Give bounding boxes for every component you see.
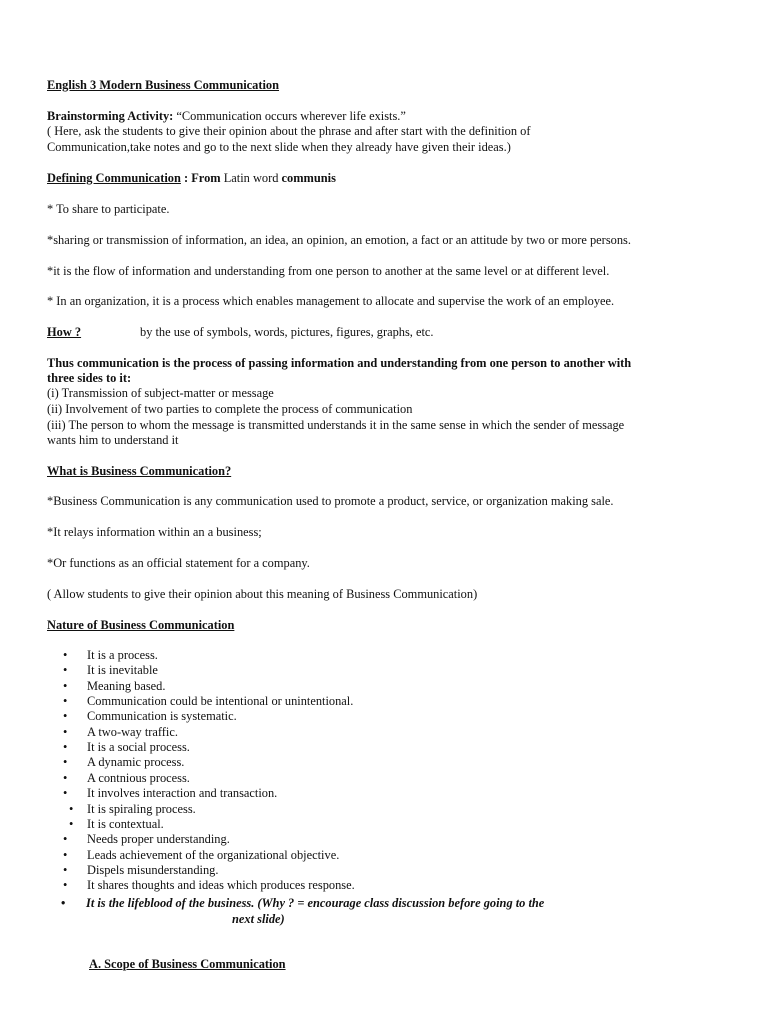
defining-from: : From <box>180 171 221 185</box>
nature-list-item: Meaning based. <box>87 679 166 693</box>
list-bullet: • <box>69 817 74 831</box>
how-text: by the use of symbols, words, pictures, figures, graphs, etc. <box>140 325 434 339</box>
document-title: English 3 Modern Business Communication <box>47 78 280 92</box>
brainstorm-instruction-1: ( Here, ask the students to give their opinion about the phrase and after start with the definition of <box>47 124 531 138</box>
defining-heading: Defining Communication <box>47 171 181 185</box>
defining-latin: Latin word <box>220 171 282 185</box>
nature-list-item: Dispels misunderstanding. <box>87 863 219 877</box>
scope-heading: A. Scope of Business Communication <box>89 957 286 971</box>
side-ii: (ii) Involvement of two parties to complete the process of communication <box>47 402 413 416</box>
nature-list-item: It is a social process. <box>87 740 190 754</box>
list-bullet: • <box>63 663 68 677</box>
list-bullet: • <box>63 848 68 862</box>
nature-list-item: It is spiraling process. <box>87 802 196 816</box>
nature-list-item: Communication could be intentional or unintentional. <box>87 694 354 708</box>
nature-list-item: It is a process. <box>87 648 158 662</box>
defining-heading-line <box>47 171 336 186</box>
definition-point-2: *sharing or transmission of information, an idea, an opinion, an emotion, a fact or an attitude by two or more persons. <box>47 233 631 247</box>
side-iii-line-2: wants him to understand it <box>47 433 179 447</box>
defining-word: communis <box>281 171 336 185</box>
list-bullet: • <box>61 896 66 910</box>
nature-list-item: Communication is systematic. <box>87 709 237 723</box>
definition-point-3: *it is the flow of information and understanding from one person to another at the same level or at different level. <box>47 264 610 278</box>
brainstorm-quote: “Communication occurs wherever life exists.” <box>173 109 406 123</box>
list-bullet: • <box>69 802 74 816</box>
definition-point-1: * To share to participate. <box>47 202 170 216</box>
how-line <box>47 325 81 340</box>
brainstorm-line <box>47 109 406 124</box>
nature-list-item: Leads achievement of the organizational objective. <box>87 848 340 862</box>
list-bullet: • <box>63 786 68 800</box>
list-bullet: • <box>63 771 68 785</box>
thus-line-1: Thus communication is the process of passing information and understanding from one person to another with <box>47 356 632 370</box>
nature-list-item: It shares thoughts and ideas which produces response. <box>87 878 355 892</box>
list-bullet: • <box>63 878 68 892</box>
list-bullet: • <box>63 832 68 846</box>
nature-list-item: A contnious process. <box>87 771 190 785</box>
how-label: How ? <box>47 325 82 339</box>
list-bullet: • <box>63 863 68 877</box>
side-i: (i) Transmission of subject-matter or message <box>47 386 274 400</box>
list-bullet: • <box>63 725 68 739</box>
business-point-3: *Or functions as an official statement for a company. <box>47 556 310 570</box>
nature-list-item: A two-way traffic. <box>87 725 178 739</box>
thus-line-2: three sides to it: <box>47 371 132 385</box>
lifeblood-line-2: next slide) <box>232 912 285 926</box>
list-bullet: • <box>63 740 68 754</box>
list-bullet: • <box>63 679 68 693</box>
business-point-4: ( Allow students to give their opinion about this meaning of Business Communication) <box>47 587 478 601</box>
list-bullet: • <box>63 755 68 769</box>
side-iii-line-1: (iii) The person to whom the message is transmitted understands it in the same sense in which the sender of message <box>47 418 625 432</box>
nature-list-item: It involves interaction and transaction. <box>87 786 278 800</box>
nature-list-item: It is contextual. <box>87 817 164 831</box>
business-point-1: *Business Communication is any communication used to promote a product, service, or organization making sale. <box>47 494 614 508</box>
brainstorm-instruction-2: Communication,take notes and go to the next slide when they already have given their ideas.) <box>47 140 511 154</box>
nature-list-item: It is inevitable <box>87 663 158 677</box>
list-bullet: • <box>63 709 68 723</box>
nature-list-item: Needs proper understanding. <box>87 832 230 846</box>
nature-list-item: A dynamic process. <box>87 755 185 769</box>
lifeblood-line-1: It is the lifeblood of the business. (Why ? = encourage class discussion before going to the <box>86 896 545 910</box>
list-bullet: • <box>63 648 68 662</box>
business-heading: What is Business Communication? <box>47 464 232 478</box>
list-bullet: • <box>63 694 68 708</box>
business-point-2: *It relays information within an a business; <box>47 525 262 539</box>
definition-point-4: * In an organization, it is a process which enables management to allocate and supervise the work of an employee. <box>47 294 615 308</box>
brainstorm-label: Brainstorming Activity: <box>47 109 174 123</box>
nature-heading: Nature of Business Communication <box>47 618 235 632</box>
